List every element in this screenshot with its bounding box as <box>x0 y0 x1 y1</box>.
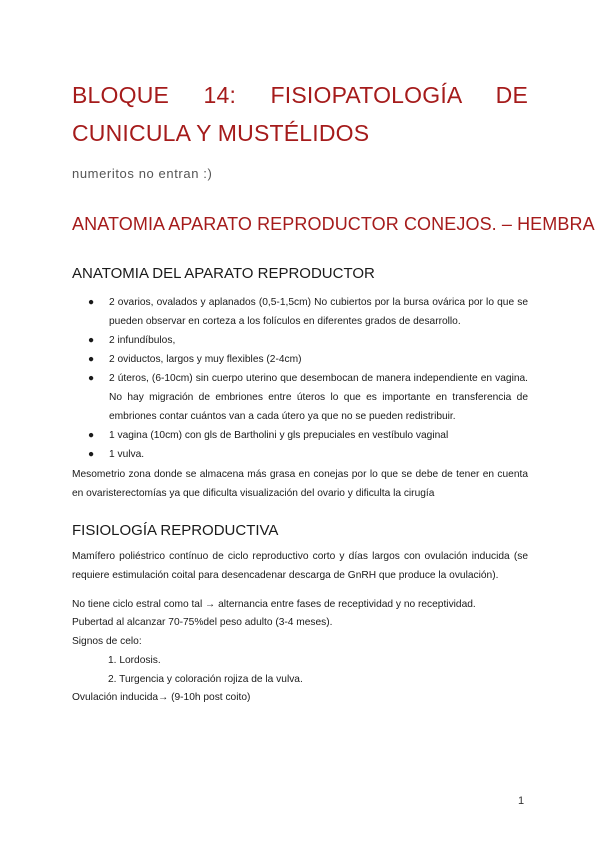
list-item-text: 2 ovarios, ovalados y aplanados (0,5-1,5cm) No cubiertos por la bursa ovárica por lo que se pueden observar en corteza a los folículos en diferentes grados de desarrollo. <box>109 297 528 327</box>
pubertad-line: Pubertad al alcanzar 70-75%del peso adulto (3-4 meses). <box>72 617 333 628</box>
numbered-item-turgencia: 2. Turgencia y coloración rojiza de la vulva. <box>108 674 303 685</box>
list-item <box>72 293 528 331</box>
subtitle: numeritos no entran :) <box>72 166 213 181</box>
list-item-text: 1 vagina (10cm) con gls de Bartholini y gls prepuciales en vestíbulo vaginal <box>109 430 449 441</box>
bullet-icon: ● <box>88 297 95 308</box>
bullet-icon: ● <box>88 430 95 441</box>
list-item <box>72 445 528 464</box>
page-title: BLOQUE 14: FISIOPATOLOGÍA DE CUNICULA Y MUSTÉLIDOS <box>72 82 528 146</box>
bullet-icon: ● <box>88 354 95 365</box>
list-item <box>72 426 528 445</box>
list-item-text: 2 úteros, (6-10cm) sin cuerpo uterino que desembocan de manera independiente en vagina. No hay migración de embriones entre úteros lo que es importante en transferencia de embriones contar cuántos van a cada útero ya que no se pueden redistribuir. <box>109 373 528 422</box>
ciclo-estral-line: No tiene ciclo estral como tal → alternancia entre fases de receptividad y no receptividad. <box>72 599 476 610</box>
subsection-heading-anatomia: ANATOMIA DEL APARATO REPRODUCTOR <box>72 265 375 282</box>
numbered-item-lordosis: 1. Lordosis. <box>108 655 161 666</box>
page-number: 1 <box>518 795 525 807</box>
subsection-heading-fisiologia: FISIOLOGÍA REPRODUCTIVA <box>72 522 279 539</box>
fisiologia-paragraph: Mamífero poliéstrico contínuo de ciclo reproductivo corto y días largos con ovulación inducida (se requiere estimulación coital para desencadenar descarga de GnRH que produce la ovulación). <box>72 551 528 581</box>
ovulacion-line: Ovulación inducida→ (9-10h post coito) <box>72 692 251 703</box>
list-item <box>72 331 528 350</box>
list-item-text: 1 vulva. <box>109 449 145 460</box>
list-item-text: 2 infundíbulos, <box>109 335 176 346</box>
signos-celo-label: Signos de celo: <box>72 636 142 647</box>
bullet-icon: ● <box>88 335 95 346</box>
list-item <box>72 350 528 369</box>
list-item-text: 2 oviductos, largos y muy flexibles (2-4cm) <box>109 354 302 365</box>
mesometrio-paragraph: Mesometrio zona donde se almacena más grasa en conejas por lo que se debe de tener en cuenta en ovaristerectomías ya que dificulta visualización del ovario y dificulta la cirugía <box>72 469 528 499</box>
bullet-icon: ● <box>88 449 95 460</box>
anatomy-bullet-list <box>72 293 528 464</box>
list-item <box>72 369 528 426</box>
bullet-icon: ● <box>88 373 95 384</box>
section-heading-anatomia: ANATOMIA APARATO REPRODUCTOR CONEJOS. – HEMBRA <box>72 214 595 234</box>
